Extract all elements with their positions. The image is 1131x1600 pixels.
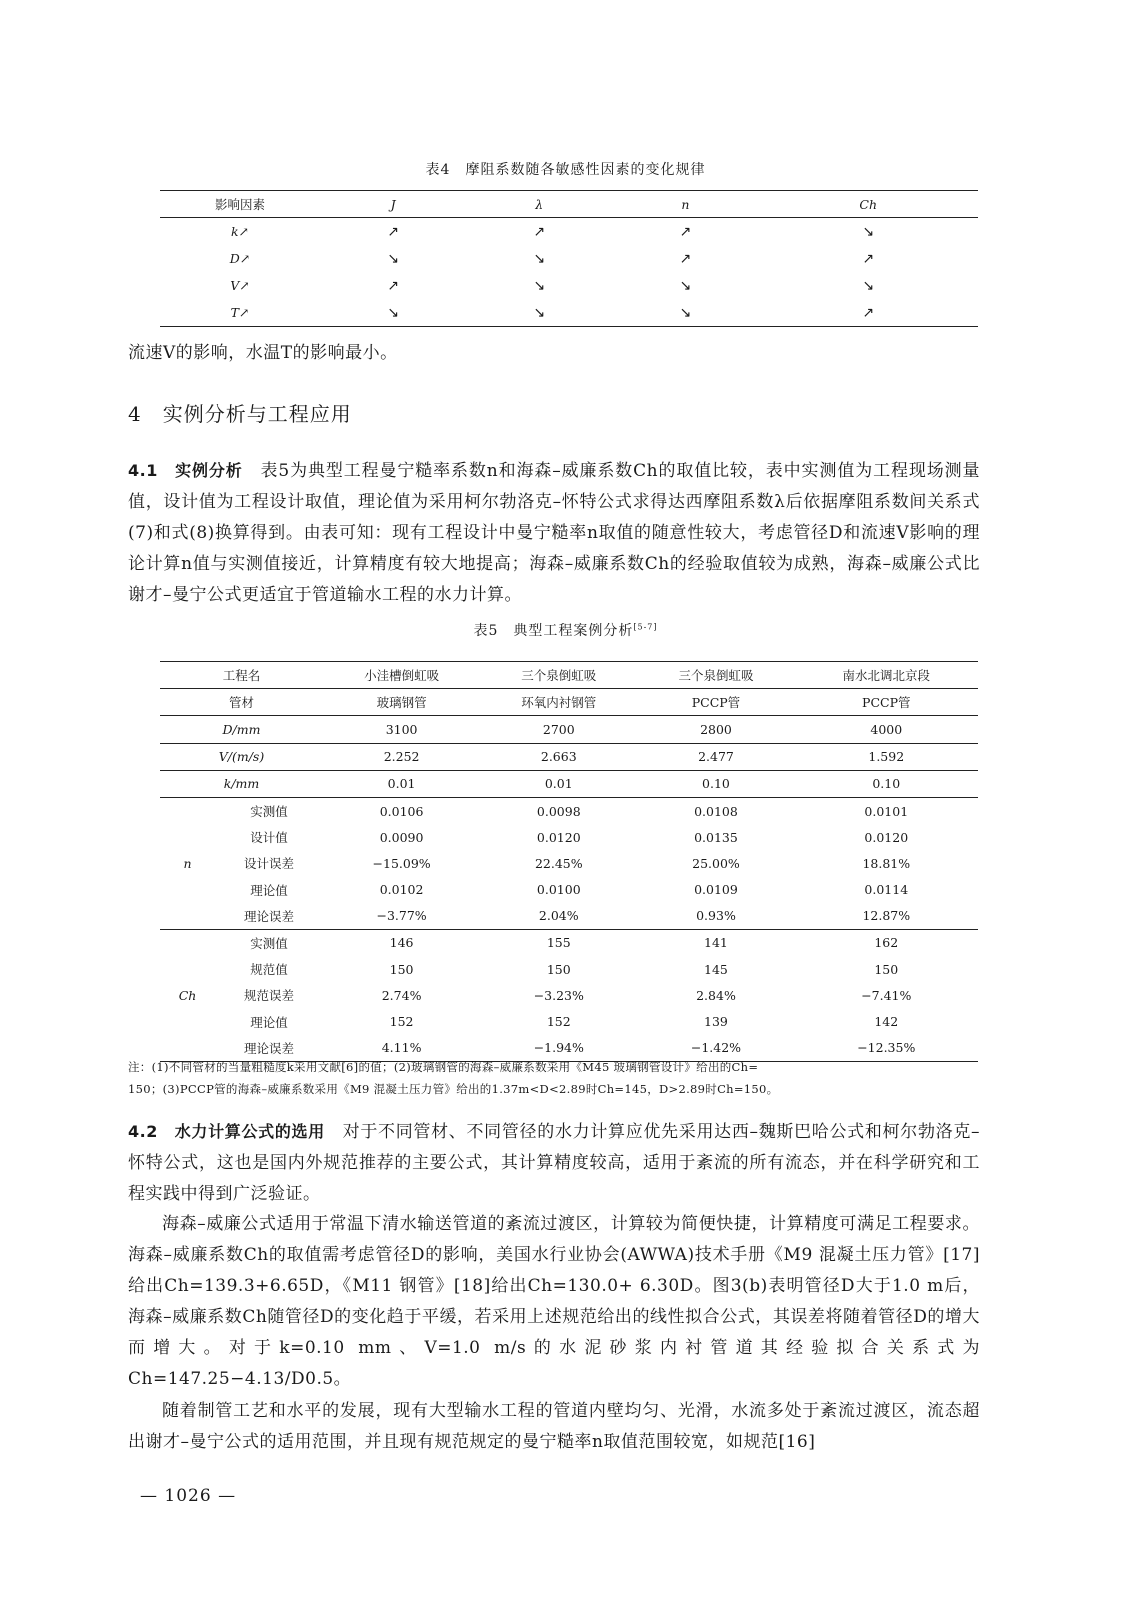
section-4-2-p1: 对于不同管材、不同管径的水力计算应优先采用达西–魏斯巴哈公式和柯尔勃洛克–怀特公式，这也是国内外规范推荐的主要公式，其计算精度较高，适用于紊流的所有流态，并在科学研究和工程实践中得到广泛验证。 — [128, 1122, 981, 1204]
table5-cell: D/mm — [160, 716, 323, 743]
trend-cell: ↘ — [533, 250, 546, 267]
table5-cell: 3100 — [323, 716, 480, 743]
table-row — [160, 824, 978, 850]
table4-header: n — [612, 191, 758, 218]
table5-cell: 2.477 — [637, 743, 794, 770]
table5-cell: 0.0106 — [379, 803, 424, 819]
section-4-title: 4 实例分析与工程应用 — [128, 402, 352, 426]
trend-cell: ↗ — [387, 277, 399, 294]
factor-cell: D↗ — [229, 251, 251, 266]
table5-cell: 工程名 — [160, 662, 323, 689]
table-row — [160, 662, 978, 689]
ch-group-label: Ch — [178, 987, 197, 1003]
trend-cell: ↗ — [533, 223, 546, 240]
table5-cell: 1.592 — [795, 743, 978, 770]
table5-cell: 实测值 — [250, 804, 288, 820]
table5-cell: 4000 — [795, 716, 978, 743]
factor-cell: V↗ — [230, 278, 250, 293]
table5-note-line: 注：(1)不同管材的当量粗糙度k采用文献[6]的值；(2)玻璃钢管的海森–威廉系数采用《M45 玻璃钢管设计》给出的Ch= — [128, 1060, 759, 1074]
table5-cell: 2.04% — [480, 903, 637, 930]
table5-cell: 2.663 — [480, 743, 637, 770]
trend-cell: ↗ — [387, 223, 399, 240]
table5-cell: 155 — [546, 935, 571, 951]
section-4-1-text: 表5为典型工程曼宁糙率系数n和海森–威廉系数Ch的取值比较，表中实测值为工程现场测量值，设计值为工程设计取值，理论值为采用柯尔勃洛克–怀特公式求得达西摩阻系数λ后依据摩阻系数间关系式(7)和式(8)换算得到。由表可知：现有工程设计中曼宁糙率n取值的随意性较大，考虑管径D和流速V影响的理论计算n值与实测值接近，计算精度有较大地提高；海森–威廉系数Ch的经验取值较为成熟，海森–威廉公式比谢才–曼宁公式更适宜于管道输水工程的水力计算。 — [128, 461, 980, 605]
intro-paragraph: 流速V的影响，水温T的影响最小。 — [128, 343, 398, 363]
n-group-label: n — [160, 797, 215, 929]
table5-cell: 0.10 — [637, 770, 794, 797]
section-4-1 — [128, 455, 980, 611]
table5-cell: 实测值 — [250, 935, 288, 951]
table5-cell: 139 — [704, 1014, 728, 1030]
section-4-2-heading: 4.2 水力计算公式的选用 — [128, 1122, 325, 1141]
table5-cell: 南水北调北京段 — [795, 662, 978, 689]
table4 — [160, 190, 978, 327]
table5-cell: 146 — [389, 935, 414, 951]
table5-cell: 22.45% — [534, 855, 583, 871]
table-row — [160, 850, 978, 876]
table5-cell: −15.09% — [372, 855, 431, 871]
table5-cell: PCCP管 — [795, 689, 978, 716]
table5-cell: −3.23% — [533, 987, 584, 1003]
table5-cell: 小洼槽倒虹吸 — [323, 662, 480, 689]
trend-cell: ↘ — [862, 277, 875, 294]
factor-cell: k↗ — [230, 224, 250, 239]
table5-cell: 0.0102 — [379, 882, 424, 898]
table5-cell: 150 — [389, 961, 414, 977]
table5-cell: −1.94% — [533, 1040, 584, 1056]
table-row — [160, 982, 978, 1008]
trend-cell: ↘ — [533, 304, 546, 321]
table5-cell: 管材 — [160, 689, 323, 716]
table5-cell: 环氧内衬钢管 — [480, 689, 637, 716]
table5-cell: 25.00% — [692, 855, 740, 871]
table5-caption — [0, 620, 1131, 640]
table-row — [160, 272, 978, 299]
trend-cell: ↗ — [679, 223, 692, 240]
table5-cell: 0.01 — [480, 770, 637, 797]
trend-cell: ↘ — [862, 223, 875, 240]
table-row — [160, 1008, 978, 1034]
table5-cell: 2.74% — [381, 987, 422, 1003]
table-row — [160, 716, 978, 743]
table-row — [160, 956, 978, 982]
table5-cell: 150 — [874, 961, 899, 977]
table5-cell: 0.0098 — [536, 803, 581, 819]
table4-header: J — [320, 191, 466, 218]
table5-caption-ref: [5-7] — [633, 622, 658, 632]
table-row — [160, 743, 978, 770]
trend-cell: ↗ — [862, 304, 875, 321]
table-row — [160, 218, 978, 246]
table-row — [160, 770, 978, 797]
table5-cell: 0.0114 — [864, 882, 909, 898]
table5-note — [128, 1056, 984, 1100]
table5-cell: 0.0135 — [694, 829, 738, 845]
table5-cell: k/mm — [160, 770, 323, 797]
trend-cell: ↘ — [533, 277, 546, 294]
table5-cell: 理论值 — [250, 1014, 288, 1030]
table5-cell: 0.0120 — [864, 829, 909, 845]
table5-cell: 0.01 — [323, 770, 480, 797]
table5-cell: 0.0100 — [536, 882, 581, 898]
trend-cell: ↘ — [387, 304, 399, 321]
table5-note-line: 150；(3)PCCP管的海森–威廉系数采用《M9 混凝土压力管》给出的1.37m<D<2.89时Ch=145，D>2.89时Ch=150。 — [128, 1082, 779, 1096]
table4-caption: 表4 摩阻系数随各敏感性因素的变化规律 — [425, 162, 706, 178]
trend-cell: ↘ — [679, 304, 692, 321]
table4-header: λ — [466, 191, 612, 218]
table5-cell: 152 — [546, 1014, 571, 1030]
table5-cell: 理论值 — [250, 882, 288, 898]
table5-cell: 2800 — [637, 716, 794, 743]
table5-cell: 142 — [874, 1014, 899, 1030]
trend-cell: ↗ — [679, 250, 692, 267]
table5-cell: 152 — [389, 1014, 414, 1030]
table5-cell: 理论误差 — [215, 903, 323, 930]
table5-cell: 145 — [704, 961, 728, 977]
table5-cell: 0.0101 — [864, 803, 909, 819]
table-row — [160, 877, 978, 903]
table5-cell: V/(m/s) — [160, 743, 323, 770]
table-row — [160, 903, 978, 930]
table5-cell: 0.0090 — [379, 829, 424, 845]
table5-cell: 三个泉倒虹吸 — [637, 662, 794, 689]
section-4-2-p3: 随着制管工艺和水平的发展，现有大型输水工程的管道内壁均匀、光滑，水流多处于紊流过渡区，流态超出谢才–曼宁公式的适用范围，并且现有规范规定的曼宁糙率n取值范围较宽，如规范[16] — [128, 1401, 980, 1452]
factor-cell: T↗ — [230, 305, 250, 320]
trend-cell: ↘ — [387, 250, 399, 267]
table5-cell: 18.81% — [862, 855, 911, 871]
table5-cell: −1.42% — [690, 1040, 742, 1056]
table5-cell: 0.0120 — [536, 829, 581, 845]
table5-cell: 三个泉倒虹吸 — [480, 662, 637, 689]
table5-cell: 设计值 — [250, 830, 288, 846]
table-row — [160, 929, 978, 956]
table5-cell: 162 — [874, 935, 899, 951]
table5-cell: PCCP管 — [637, 689, 794, 716]
trend-cell: ↗ — [862, 250, 875, 267]
table5-caption-text: 表5 典型工程案例分析 — [473, 623, 634, 639]
table4-header: Ch — [758, 191, 978, 218]
table4-header-row — [160, 191, 978, 218]
table5-cell: −12.35% — [857, 1040, 916, 1056]
table5-cell: 12.87% — [795, 903, 978, 930]
trend-cell: ↘ — [679, 277, 692, 294]
table5-cell: 理论误差 — [243, 1040, 294, 1056]
table5-cell: 2700 — [480, 716, 637, 743]
table5-cell: 玻璃钢管 — [323, 689, 480, 716]
table5-cell: 2.252 — [323, 743, 480, 770]
table-row — [160, 299, 978, 327]
table5 — [160, 661, 978, 1062]
table5-cell: 0.93% — [637, 903, 794, 930]
table5-cell: 0.0109 — [694, 882, 738, 898]
section-4-2-p2: 海森–威廉公式适用于常温下清水输送管道的紊流过渡区，计算较为简便快捷，计算精度可满足工程要求。海森–威廉系数Ch的取值需考虑管径D的影响，美国水行业协会(AWWA)技术手册《M9 混凝土压力管》[17]给出Ch=139.3+6.65D，《M11 钢管》[18]给出Ch=130.0+ 6.30D。图3(b)表明管径D大于1.0 m后，海森–威廉系数Ch随管径D的变化趋于平缓，若采用上述规范给出的线性拟合公式，其误差将随着管径D的增大而增大。对于k=0.10 mm、V=1.0 m/s的水泥砂浆内衬管道其经验拟合关系式为Ch=147.25−4.13/D0.5。 — [128, 1214, 980, 1389]
table5-cell: −3.77% — [323, 903, 480, 930]
table5-cell: 规范误差 — [243, 988, 294, 1004]
table5-cell: 规范值 — [250, 962, 288, 978]
section-4-1-heading: 4.1 实例分析 — [128, 461, 243, 480]
table5-cell: 设计误差 — [243, 856, 294, 872]
table4-header: 影响因素 — [160, 191, 320, 218]
table-row — [160, 797, 978, 824]
table-row — [160, 245, 978, 272]
table5-cell: 2.84% — [696, 987, 736, 1003]
table5-cell: 4.11% — [381, 1040, 422, 1056]
table5-cell: 0.10 — [795, 770, 978, 797]
page-number: — 1026 — — [140, 1486, 237, 1506]
section-4-2 — [128, 1116, 980, 1210]
table5-cell: 150 — [546, 961, 571, 977]
table5-cell: −7.41% — [861, 987, 912, 1003]
table5-cell: 141 — [704, 935, 728, 951]
table5-cell: 0.0108 — [694, 803, 738, 819]
table-row — [160, 689, 978, 716]
